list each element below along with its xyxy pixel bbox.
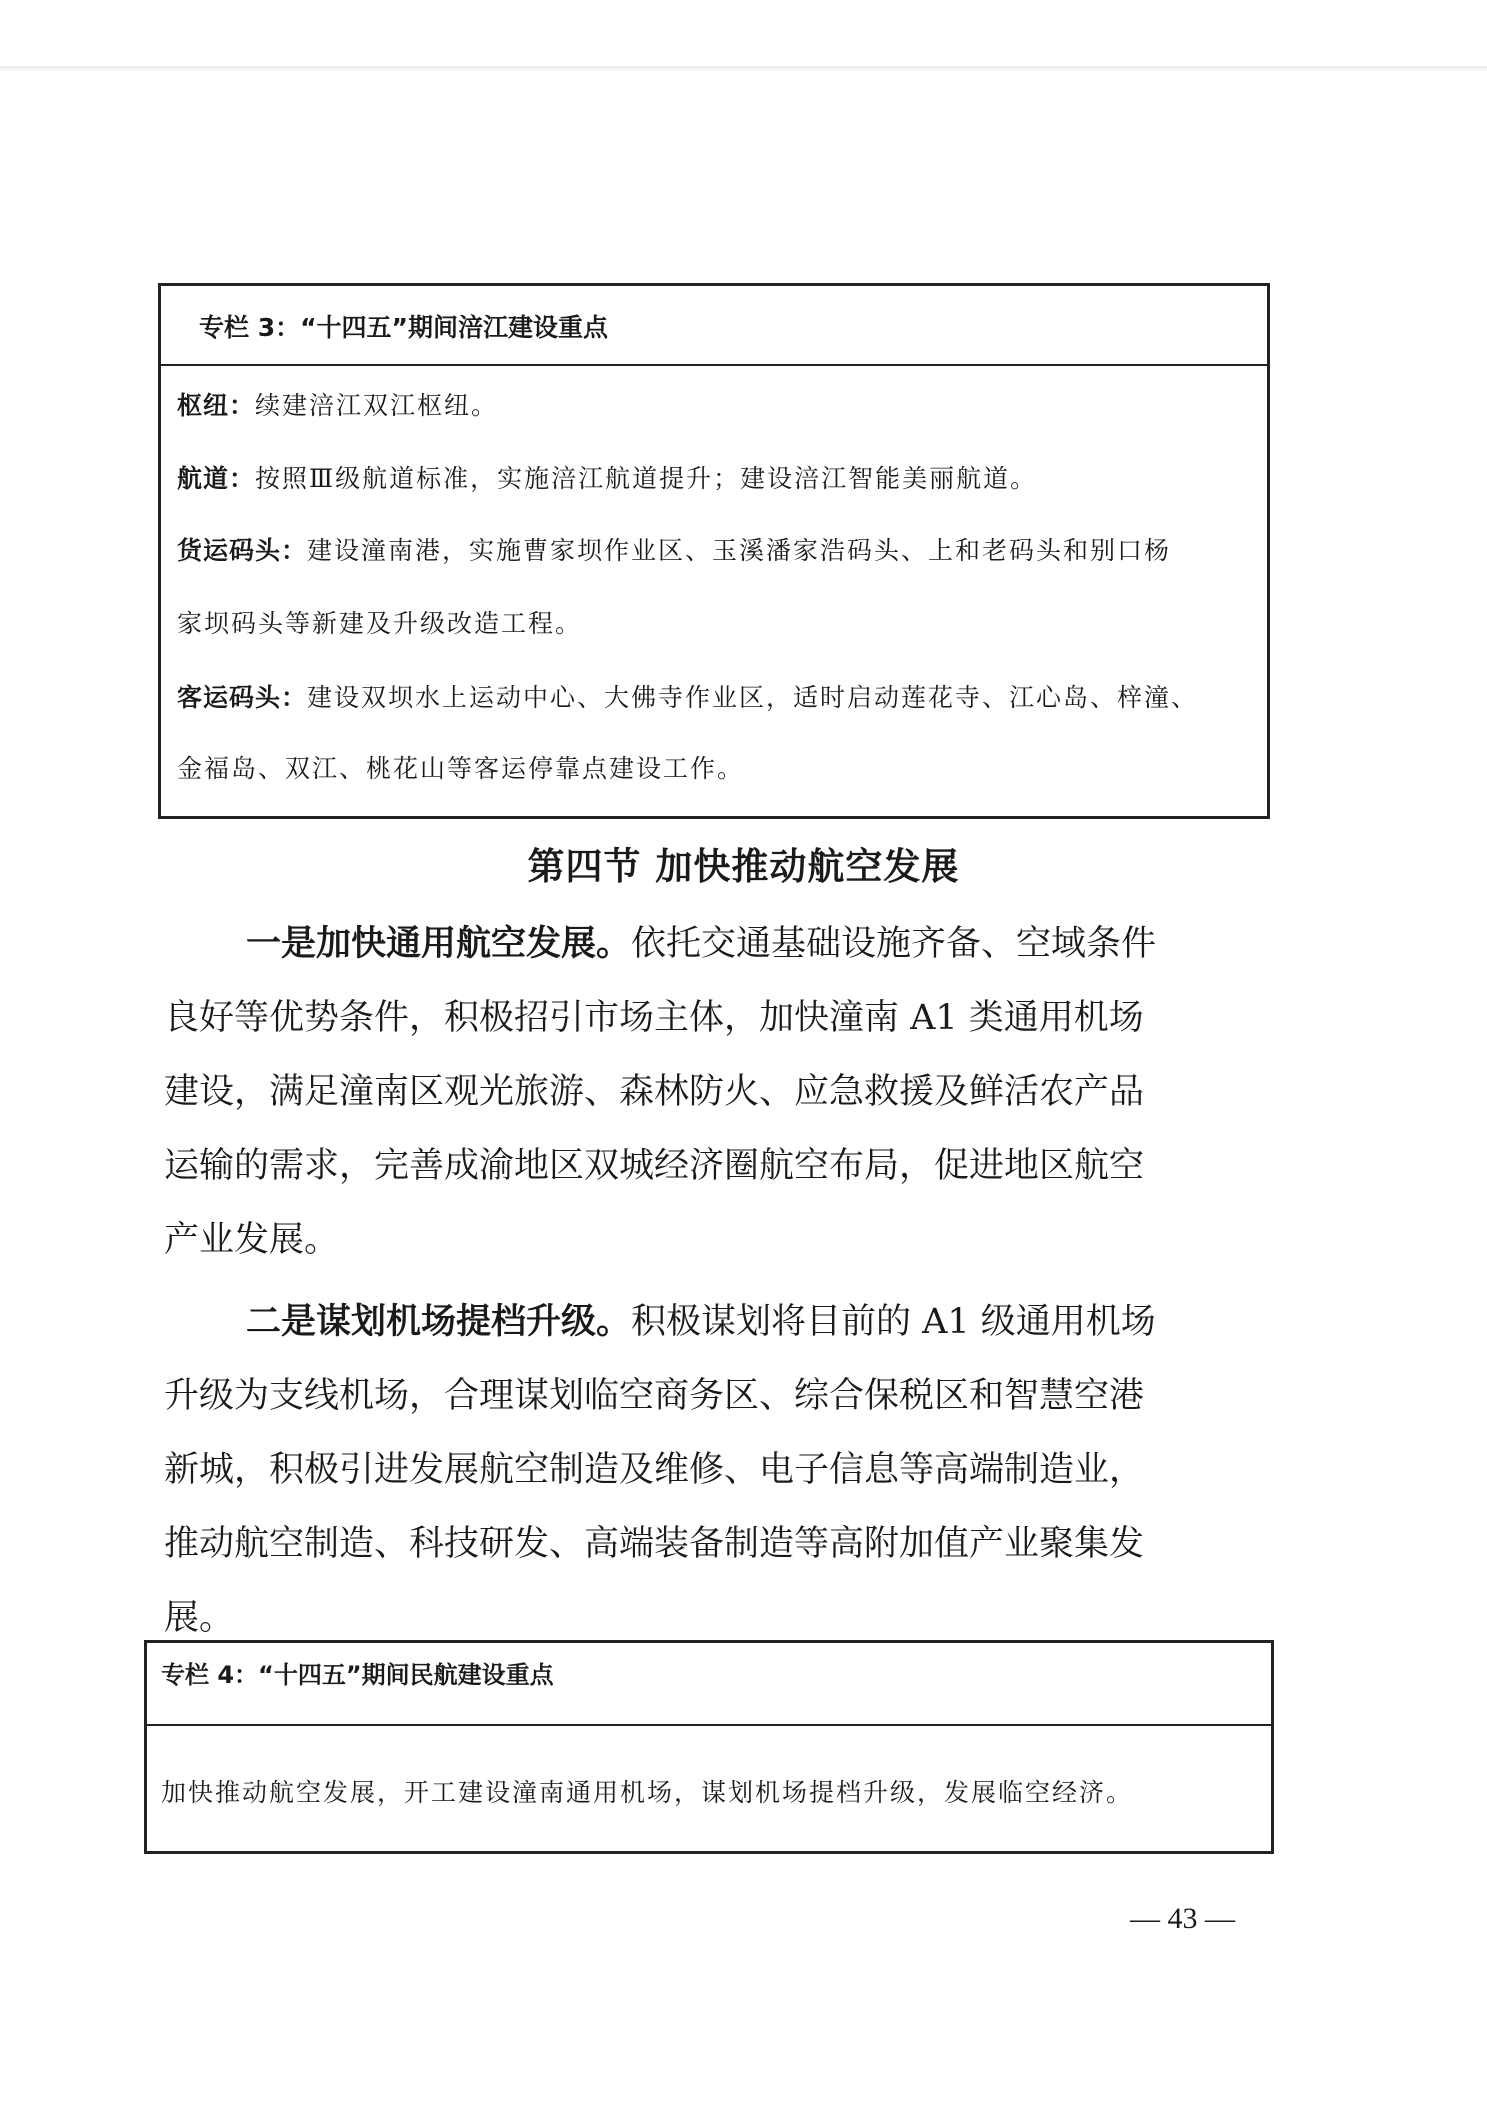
paragraph-1-lead: 一是加快通用航空发展。 (246, 923, 632, 964)
paragraph-1-line-4: 运输的需求，完善成渝地区双城经济圈航空布局，促进地区航空 (164, 1146, 1145, 1186)
box3-item-cargo-cont (177, 604, 1257, 640)
box3-item-cargo-text: 建设潼南港，实施曹家坝作业区、玉溪潘家浩码头、上和老码头和别口杨 (307, 536, 1172, 565)
paragraph-2-line-5: 展。 (164, 1598, 235, 1638)
column-box-3-title: 专栏 3：“十四五”期间涪江建设重点 (161, 286, 1267, 366)
scan-edge (0, 66, 1487, 72)
box3-item-hub-term: 枢纽： (177, 391, 256, 420)
paragraph-1-line-3: 建设，满足潼南区观光旅游、森林防火、应急救援及鲜活农产品 (164, 1072, 1145, 1112)
box3-item-cargo (177, 531, 1257, 567)
section-title: 第四节 加快推动航空发展 (527, 845, 960, 888)
column-box-4-title: 专栏 4：“十四五”期间民航建设重点 (147, 1643, 1271, 1726)
paragraph-2-line-4: 推动航空制造、科技研发、高端装备制造等高附加值产业聚集发 (164, 1524, 1145, 1564)
paragraph-2-lead: 二是谋划机场提档升级。 (246, 1301, 632, 1342)
paragraph-2-text-1: 积极谋划将目前的 A1 级通用机场 (631, 1302, 1156, 1342)
box3-item-channel (177, 459, 1257, 495)
column-box-3 (158, 283, 1270, 819)
box3-item-cargo-term: 货运码头： (177, 536, 308, 565)
box3-item-passenger-term: 客运码头： (177, 683, 308, 712)
paragraph-2-line-3: 新城，积极引进发展航空制造及维修、电子信息等高端制造业， (164, 1450, 1145, 1490)
paragraph-1-text-1: 依托交通基础设施齐备、空域条件 (631, 924, 1157, 964)
box4-text: 加快推动航空发展，开工建设潼南通用机场，谋划机场提档升级，发展临空经济。 (161, 1778, 1134, 1807)
paragraph-1-line-2: 良好等优势条件，积极招引市场主体，加快潼南 A1 类通用机场 (164, 998, 1144, 1038)
box3-item-hub-text: 续建涪江双江枢纽。 (255, 391, 499, 420)
box3-item-hub (177, 386, 1257, 422)
column-box-4 (144, 1640, 1274, 1854)
box3-item-channel-term: 航道： (177, 464, 256, 493)
box3-item-passenger-text: 建设双坝水上运动中心、大佛寺作业区，适时启动莲花寺、江心岛、梓潼、 (307, 683, 1199, 712)
box3-item-channel-text: 按照Ⅲ级航道标准，实施涪江航道提升；建设涪江智能美丽航道。 (255, 464, 1038, 493)
box3-item-passenger-cont-text: 金福岛、双江、桃花山等客运停靠点建设工作。 (177, 754, 745, 783)
paragraph-2-line-1 (246, 1294, 1156, 1344)
paragraph-1-line-1 (246, 916, 1156, 966)
page-number: — 43 — (1130, 1902, 1235, 1935)
paragraph-1-line-5: 产业发展。 (164, 1220, 340, 1260)
box3-item-passenger (177, 678, 1257, 714)
box3-item-passenger-cont (177, 749, 1257, 785)
box3-item-cargo-cont-text: 家坝码头等新建及升级改造工程。 (177, 609, 583, 638)
paragraph-2-line-2: 升级为支线机场，合理谋划临空商务区、综合保税区和智慧空港 (164, 1376, 1145, 1416)
